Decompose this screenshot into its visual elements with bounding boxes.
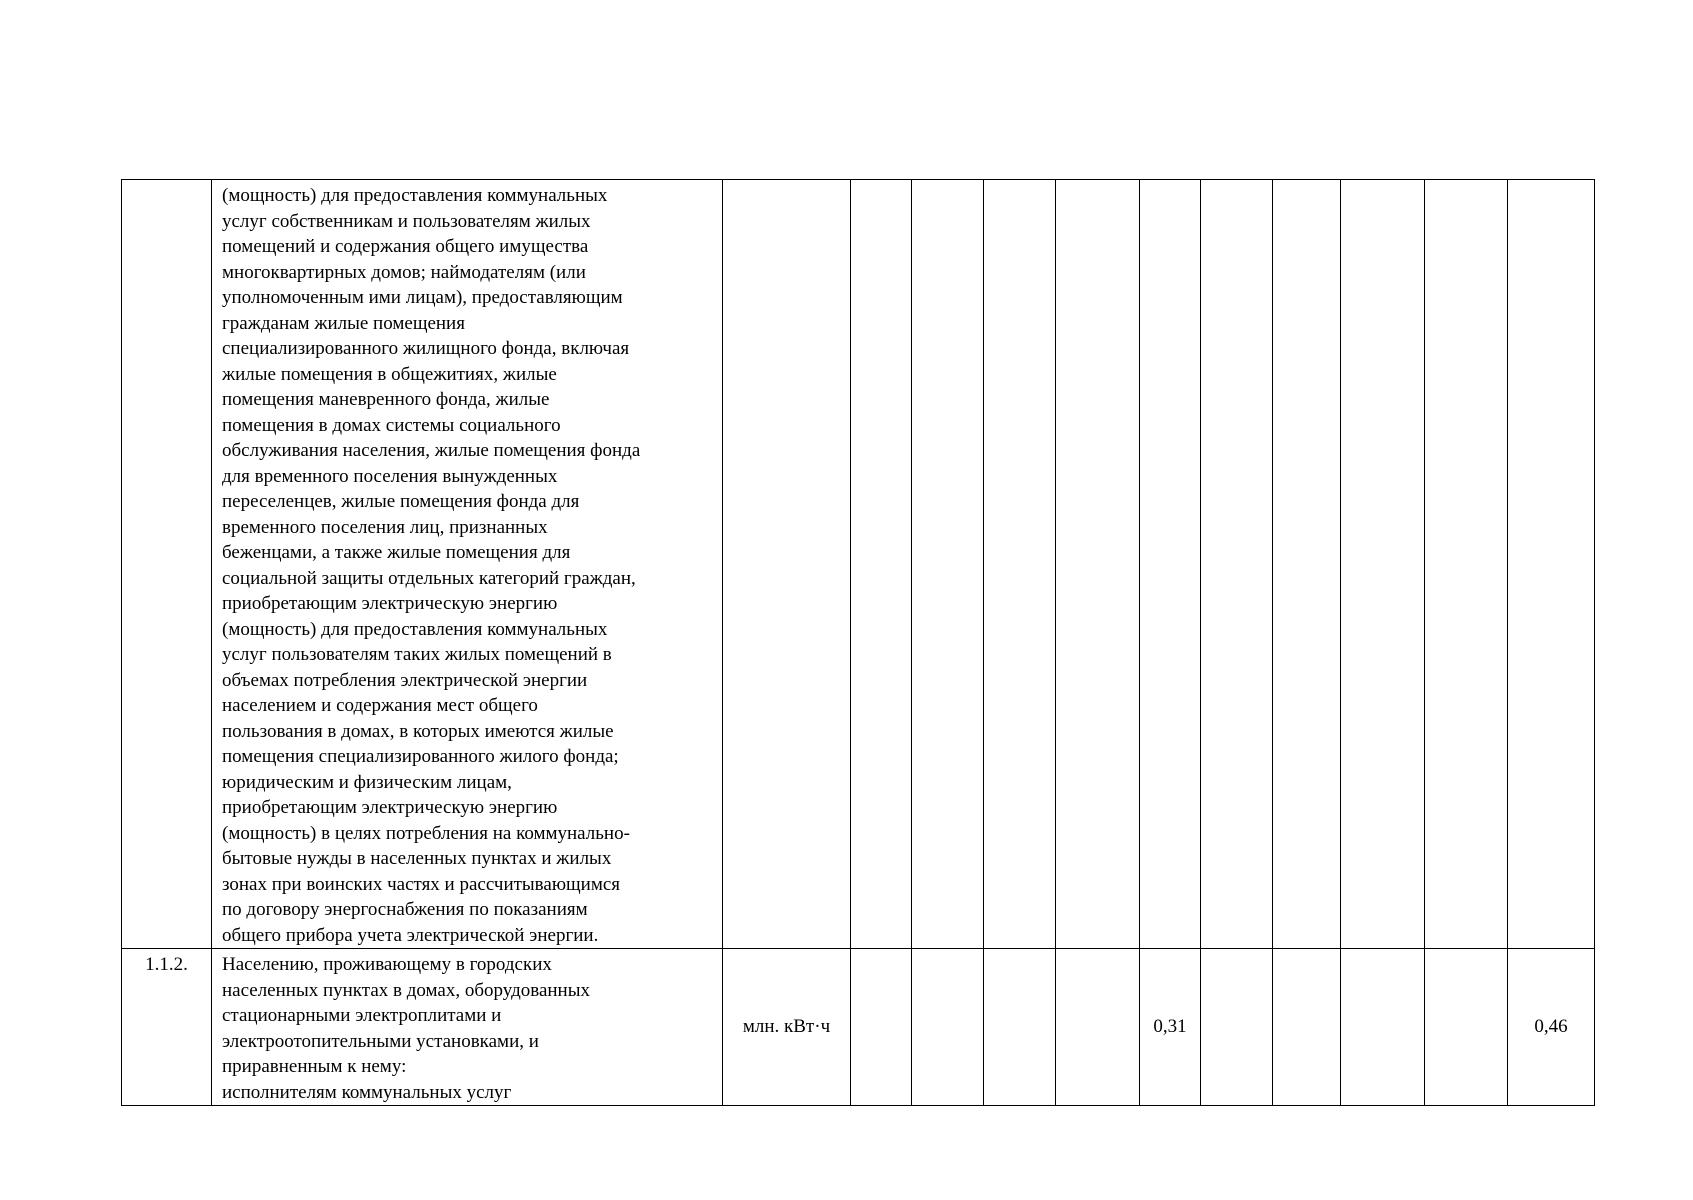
description-line: временного поселения лиц, признанных [222, 516, 548, 538]
value-cell [984, 949, 1056, 1106]
data-table [121, 179, 1595, 1106]
value-cell [1140, 180, 1201, 949]
description-line: приобретающим электрическую энергию [222, 593, 558, 614]
description-line: Населению, проживающему в городских [222, 954, 552, 975]
description-line: (мощность) для предоставления коммунальных [222, 185, 608, 206]
description-line: услуг собственникам и пользователям жилых [222, 210, 591, 232]
description-line: услуг пользователям таких жилых помещений в [222, 644, 612, 665]
row-description-cell [212, 949, 723, 1106]
description-line: объемах потребления электрической энергии [222, 669, 588, 691]
value-cell [1341, 949, 1425, 1106]
unit-cell [723, 180, 851, 949]
description-line: исполнителям коммунальных услуг [222, 1081, 512, 1103]
value-cell [1425, 949, 1508, 1106]
row-description-cell [212, 180, 723, 949]
unit-cell: млн. кВт·ч [723, 949, 851, 1106]
description-line: многоквартирных домов; наймодателям (или [222, 261, 586, 283]
description-line: юридическим и физическим лицам, [222, 771, 512, 793]
value-cell [912, 180, 984, 949]
description-line: жилые помещения в общежитиях, жилые [222, 363, 557, 385]
value-cell [1201, 180, 1273, 949]
description-line: (мощность) для предоставления коммунальных [222, 618, 608, 640]
description-line: переселенцев, жилые помещения фонда для [222, 491, 580, 512]
value-cell [1056, 180, 1140, 949]
value-cell [984, 180, 1056, 949]
value-cell [1056, 949, 1140, 1106]
value-cell [912, 949, 984, 1106]
value-cell: 0,46 [1508, 949, 1595, 1106]
description-line: помещения в домах системы социального [222, 414, 561, 436]
value-cell [1273, 949, 1341, 1106]
table-row [122, 180, 1595, 949]
description-line: обслуживания населения, жилые помещения фонда [222, 440, 641, 461]
description-line: специализированного жилищного фонда, включая [222, 338, 630, 359]
description-line: зонах при воинских частях и рассчитывающимся [222, 873, 621, 895]
description-line: пользования в домах, в которых имеются жилые [222, 720, 614, 742]
description-line: приравненным к нему: [222, 1056, 407, 1077]
description-line: помещения специализированного жилого фонда; [222, 746, 619, 767]
value-cell [851, 180, 912, 949]
row-number-cell [122, 180, 212, 949]
description-line: населением и содержания мест общего [222, 695, 538, 716]
value-cell [1425, 180, 1508, 949]
description-line: уполномоченным ими лицам), предоставляющим [222, 287, 623, 308]
value-cell [1201, 949, 1273, 1106]
table-row [122, 949, 1595, 1106]
description-line: гражданам жилые помещения [222, 312, 465, 334]
description-line: населенных пунктах в домах, оборудованных [222, 979, 590, 1001]
description-line: помещения маневренного фонда, жилые [222, 389, 550, 410]
value-cell: 0,31 [1140, 949, 1201, 1106]
description-line: по договору энергоснабжения по показаниям [222, 899, 588, 920]
row-number-cell: 1.1.2. [122, 949, 212, 1106]
description-line: (мощность) в целях потребления на коммунально- [222, 822, 630, 844]
description-line: социальной защиты отдельных категорий граждан, [222, 567, 636, 589]
description-line: электроотопительными установками, и [222, 1030, 539, 1052]
value-cell [1273, 180, 1341, 949]
description-line: общего прибора учета электрической энергии. [222, 924, 599, 946]
value-cell [1341, 180, 1425, 949]
description-line: стационарными электроплитами и [222, 1005, 502, 1026]
value-cell [851, 949, 912, 1106]
description-line: помещений и содержания общего имущества [222, 236, 589, 257]
value-cell [1508, 180, 1595, 949]
description-line: беженцами, а также жилые помещения для [222, 542, 571, 563]
description-line: приобретающим электрическую энергию [222, 797, 558, 818]
description-line: для временного поселения вынужденных [222, 465, 558, 487]
description-line: бытовые нужды в населенных пунктах и жилых [222, 848, 612, 869]
